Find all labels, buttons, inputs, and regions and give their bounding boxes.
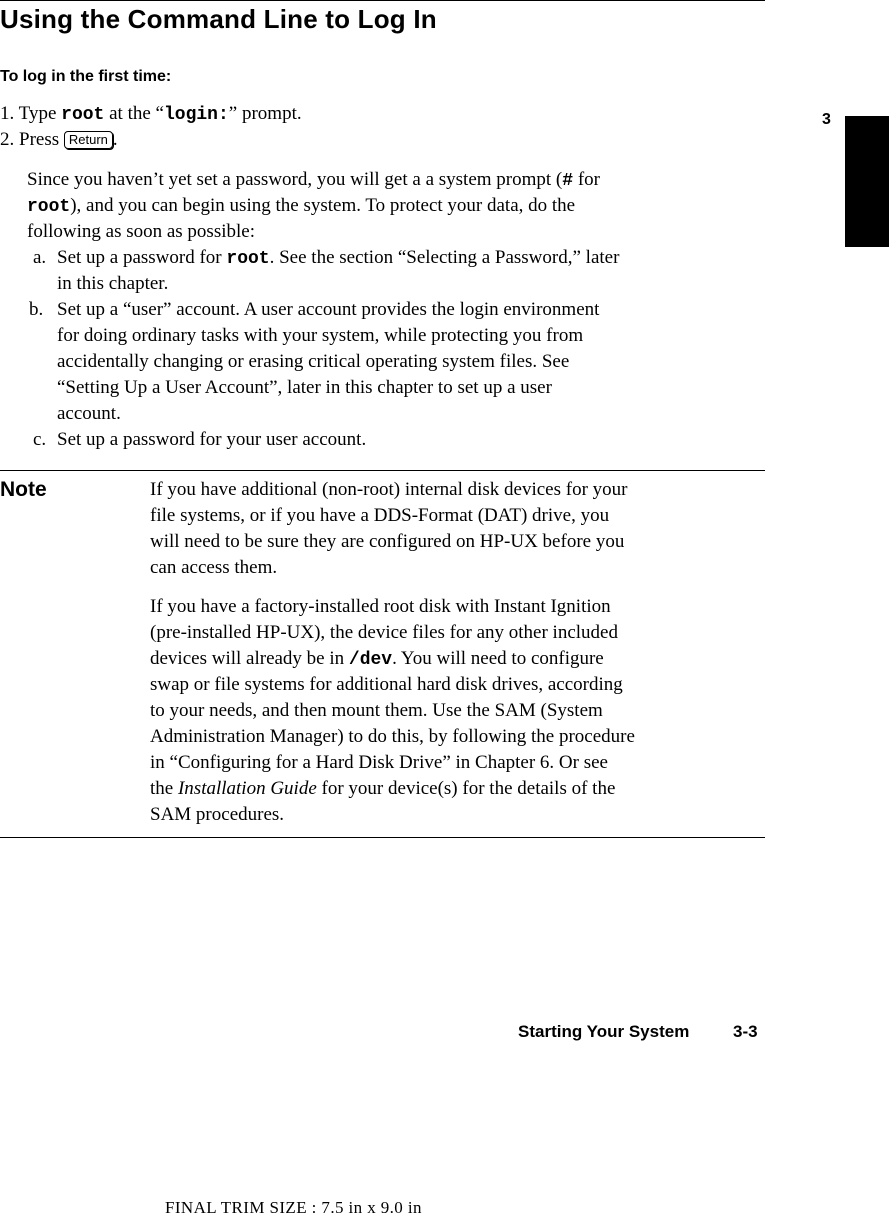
note-bottom-rule [0,837,765,838]
footer-title: Starting Your System [518,1022,690,1041]
installation-guide-title: Installation Guide [177,778,317,799]
sub-item-a-line-1 [57,245,619,272]
note-p2-line-9: SAM procedures. [150,804,285,825]
intro-text: Since you haven’t yet set a password, you will get a a system prompt ( [27,169,563,190]
note-p2-line-3 [150,646,604,673]
chapter-number: 3 [822,111,831,128]
step-text: at the “ [104,103,164,124]
intro-text: ), and you can begin using the system. To protect your data, do the [70,195,576,216]
return-key-icon: Return [64,131,113,149]
sub-item-b-letter: b. [29,299,44,320]
sub-item-b-line-4: “Setting Up a User Account”, later in this chapter to set up a user [57,377,552,398]
note-p2-line-4: swap or file systems for additional hard disk drives, according [150,674,623,695]
sub-item-text: Set up a password for [57,247,227,268]
sub-item-c-line-1: Set up a password for your user account. [57,429,367,450]
code-root: root [27,197,71,217]
intro-line-2 [27,193,575,220]
code-root: root [226,249,270,269]
note-p2-line-7: in “Configuring for a Hard Disk Drive” in Chapter 6. Or see [150,752,608,773]
note-p1-line-2: file systems, or if you have a DDS-Format (DAT) drive, you [150,505,610,526]
footer-page-number: 3-3 [733,1022,758,1041]
code-login: login: [163,105,229,125]
note-p2-line-1: If you have a factory-installed root disk with Instant Ignition [150,596,611,617]
note-text: the [150,778,178,799]
trim-size-note: FINAL TRIM SIZE : 7.5 in x 9.0 in [165,1198,422,1217]
intro-line-1 [27,167,600,194]
note-text: . You will need to configure [392,648,604,669]
note-p1-line-4: can access them. [150,557,278,578]
note-p1-line-3: will need to be sure they are configured on HP-UX before you [150,531,625,552]
note-text: for your device(s) for the details of the [316,778,616,799]
sub-item-b-line-5: account. [57,403,121,424]
note-p2-line-8 [150,776,615,802]
top-rule [0,0,765,1]
step-text: ” prompt. [228,103,302,124]
sub-item-text: . See the section “Selecting a Password,” later [269,247,620,268]
note-p2-line-5: to your needs, and then mount them. Use the SAM (System [150,700,603,721]
sub-item-a-letter: a. [33,247,47,268]
note-p2-line-2: (pre-installed HP-UX), the device files for any other included [150,622,618,643]
intro-line-3: following as soon as possible: [27,221,255,242]
step-number: 1. [0,103,15,124]
sub-item-b-line-1: Set up a “user” account. A user account provides the login environment [57,299,600,320]
code-root: root [61,105,105,125]
code-hash: # [562,171,574,191]
sub-item-c-letter: c. [33,429,47,450]
step-text: . [112,129,118,150]
step-text: Type [18,103,62,124]
step-2 [0,127,118,153]
sub-item-b-line-3: accidentally changing or erasing critical operating system files. See [57,351,570,372]
note-p1-line-1: If you have additional (non-root) internal disk devices for your [150,479,628,500]
step-number: 2. [0,129,15,150]
sub-item-a-line-2: in this chapter. [57,273,169,294]
note-top-rule [0,470,765,471]
intro-text: for [573,169,600,190]
chapter-tab-marker [845,116,889,247]
note-p2-line-6: Administration Manager) to do this, by following the procedure [150,726,635,747]
note-text: devices will already be in [150,648,349,669]
step-1 [0,101,302,128]
section-subheading: To log in the first time: [0,68,172,85]
note-label: Note [0,478,47,501]
code-dev: /dev [348,650,393,670]
sub-item-b-line-2: for doing ordinary tasks with your system, while protecting you from [57,325,584,346]
page-title: Using the Command Line to Log In [0,4,437,34]
step-text: Press [19,129,64,150]
